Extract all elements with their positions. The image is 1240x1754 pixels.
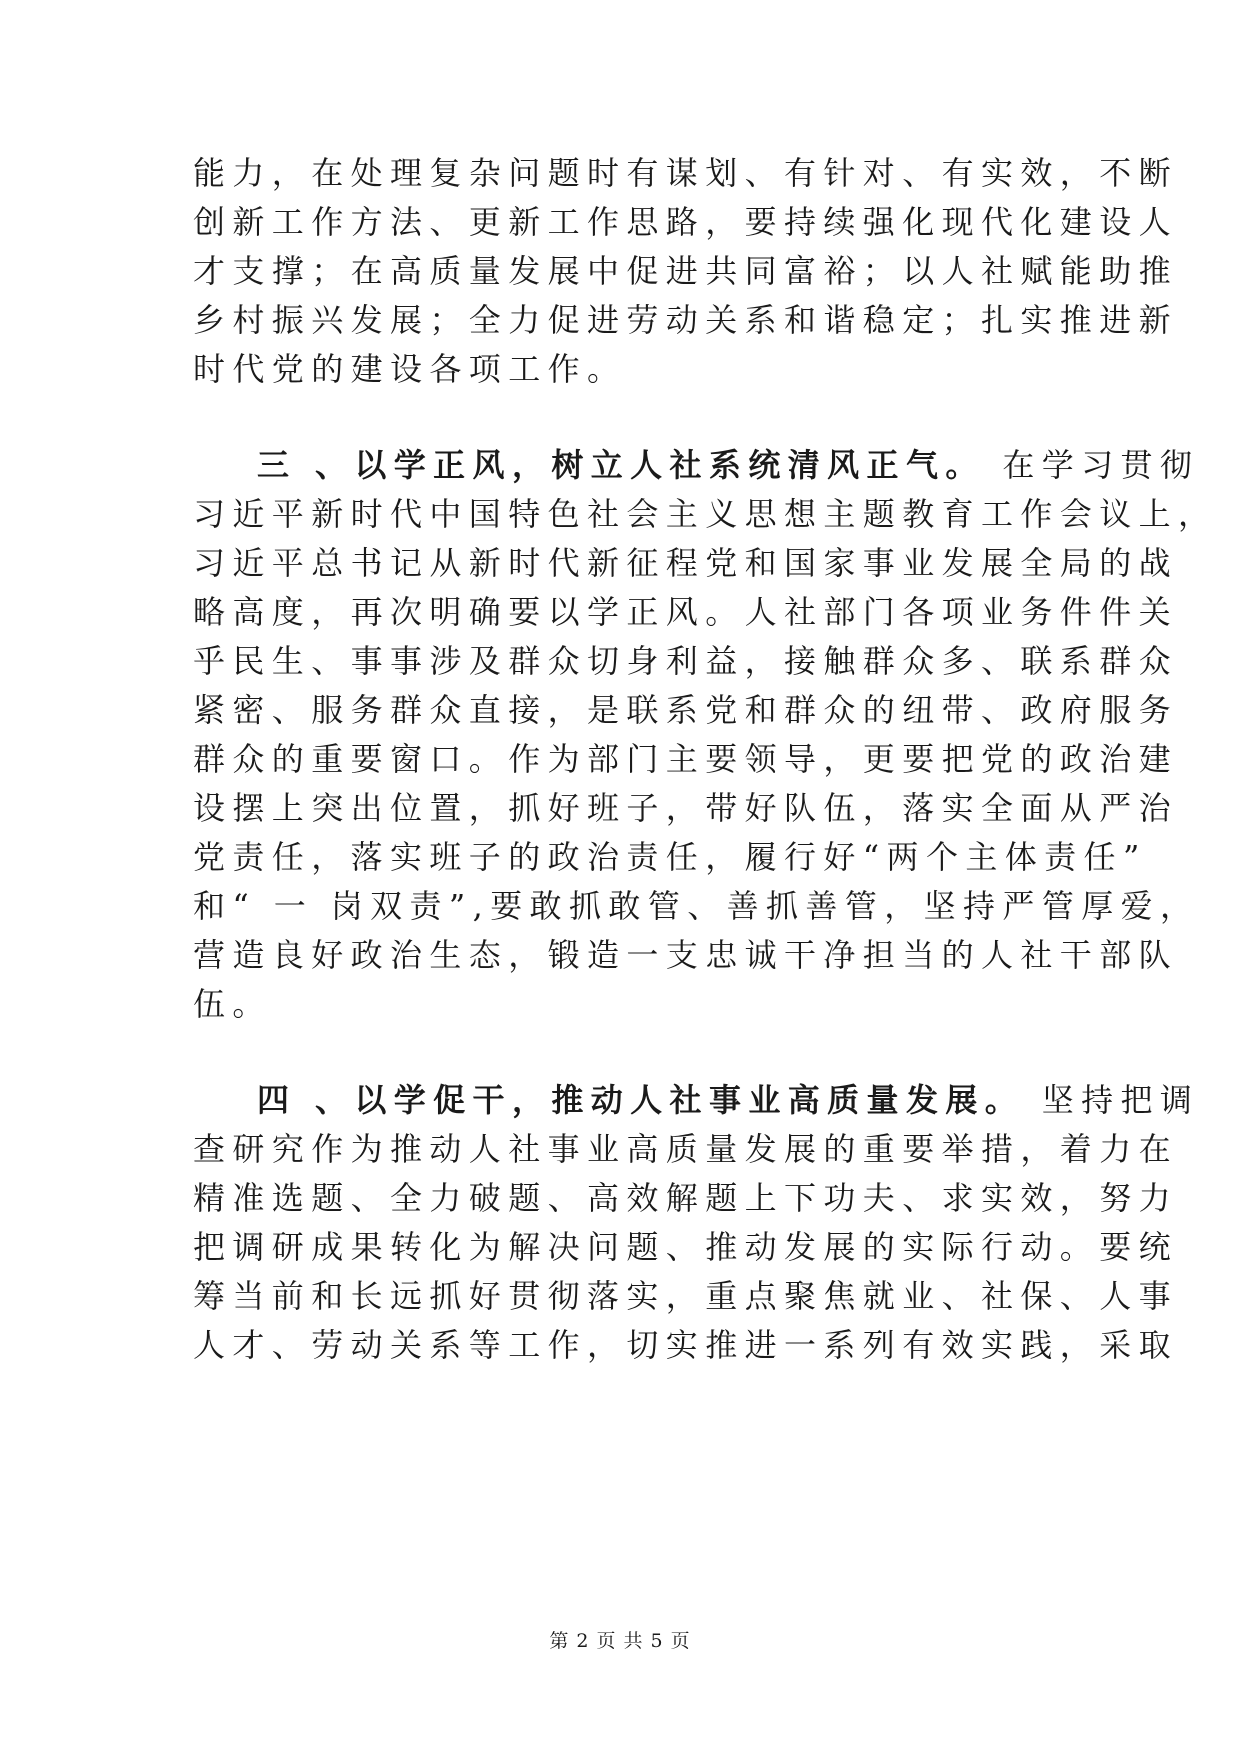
text-line: 才支撑；在高质量发展中促进共同富裕；以人社赋能助推 — [193, 252, 1179, 290]
text-line-first — [257, 1080, 1199, 1120]
text-line: 时代党的建设各项工作。 — [193, 350, 627, 388]
text-line: 乡村振兴发展；全力促进劳动关系和谐稳定；扎实推进新 — [193, 301, 1179, 339]
page-number-footer: 第 2 页 共 5 页 — [549, 1630, 691, 1652]
text-line: 创新工作方法、更新工作思路，要持续强化现代化建设人 — [193, 203, 1179, 241]
text-line: 习近平总书记从新时代新征程党和国家事业发展全局的战 — [193, 544, 1179, 582]
text-line: 能力，在处理复杂问题时有谋划、有针对、有实效，不断 — [193, 154, 1179, 192]
text-line: 查研究作为推动人社事业高质量发展的重要举措，着力在 — [193, 1130, 1179, 1168]
text-fragment: 坚持把调 — [1024, 1081, 1200, 1119]
text-line: 乎民生、事事涉及群众切身利益，接触群众多、联系群众 — [193, 642, 1179, 680]
text-fragment: 在学习贯彻 — [984, 446, 1200, 484]
text-line: 略高度，再次明确要以学正风。人社部门各项业务件件关 — [193, 593, 1179, 631]
text-line: 和“ 一 岗双责”,要敢抓敢管、善抓善管，坚持严管厚爱， — [193, 887, 1200, 925]
text-line: 精准选题、全力破题、高效解题上下功夫、求实效，努力 — [193, 1179, 1179, 1217]
text-line: 把调研成果转化为解决问题、推动发展的实际行动。要统 — [193, 1228, 1179, 1266]
text-line: 伍。 — [193, 985, 272, 1023]
section-heading: 三 、以学正风，树立人社系统清风正气。 — [257, 446, 985, 484]
section-heading: 四 、以学促干，推动人社事业高质量发展。 — [257, 1081, 1025, 1119]
text-line: 人才、劳动关系等工作，切实推进一系列有效实践，采取 — [193, 1326, 1179, 1364]
text-line: 设摆上突出位置，抓好班子，带好队伍，落实全面从严治 — [193, 789, 1179, 827]
text-line: 党责任，落实班子的政治责任，履行好“两个主体责任” — [193, 838, 1147, 876]
text-line: 筹当前和长远抓好贯彻落实，重点聚焦就业、社保、人事 — [193, 1277, 1179, 1315]
text-line-first — [257, 445, 1199, 485]
text-line: 习近平新时代中国特色社会主义思想主题教育工作会议上， — [193, 495, 1218, 533]
text-line: 紧密、服务群众直接，是联系党和群众的纽带、政府服务 — [193, 691, 1179, 729]
text-line: 营造良好政治生态，锻造一支忠诚干净担当的人社干部队 — [193, 936, 1179, 974]
text-line: 群众的重要窗口。作为部门主要领导，更要把党的政治建 — [193, 740, 1179, 778]
